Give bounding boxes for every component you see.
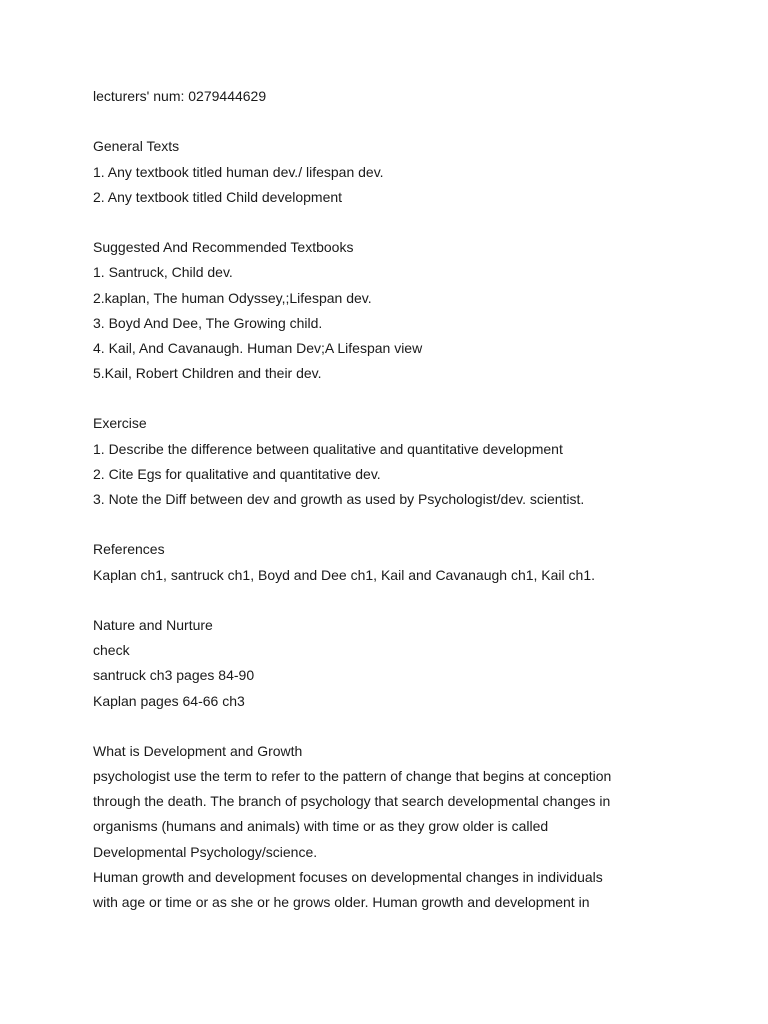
recommended-textbooks-section xyxy=(93,235,733,386)
spacer xyxy=(93,714,733,739)
paragraph-line: organisms (humans and animals) with time or as they grow older is called xyxy=(93,818,549,835)
text-line: Kaplan pages 64-66 ch3 xyxy=(93,692,245,709)
spacer xyxy=(93,109,733,134)
list-item: 1. Santruck, Child dev. xyxy=(93,264,233,281)
section-heading: Suggested And Recommended Textbooks xyxy=(93,239,354,256)
nature-nurture-section xyxy=(93,613,733,714)
references-section xyxy=(93,537,733,587)
spacer xyxy=(93,210,733,235)
section-heading: What is Development and Growth xyxy=(93,742,303,759)
list-item: 2.kaplan, The human Odyssey,;Lifespan dev. xyxy=(93,289,372,306)
list-item: 3. Boyd And Dee, The Growing child. xyxy=(93,314,323,331)
text-line: check xyxy=(93,642,130,659)
section-heading: References xyxy=(93,541,165,558)
spacer xyxy=(93,386,733,411)
section-heading: Exercise xyxy=(93,415,147,432)
list-item: 2. Any textbook titled Child development xyxy=(93,188,343,205)
paragraph-line: Human growth and development focuses on developmental changes in individuals xyxy=(93,868,603,885)
general-texts-section xyxy=(93,134,733,210)
list-item: 5.Kail, Robert Children and their dev. xyxy=(93,365,322,382)
lecturer-number: lecturers' num: 0279444629 xyxy=(93,88,267,104)
spacer xyxy=(93,512,733,537)
section-heading: General Texts xyxy=(93,138,180,155)
list-item: 1. Any textbook titled human dev./ lifespan dev. xyxy=(93,163,384,180)
development-section xyxy=(93,739,733,915)
exercise-section xyxy=(93,411,733,512)
document-body xyxy=(93,84,733,915)
paragraph-line: Developmental Psychology/science. xyxy=(93,843,318,860)
list-item: 3. Note the Diff between dev and growth as used by Psychologist/dev. scientist. xyxy=(93,491,585,507)
section-heading: Nature and Nurture xyxy=(93,616,213,633)
paragraph-line: with age or time or as she or he grows older. Human growth and development in xyxy=(93,894,590,910)
list-item: 1. Describe the difference between qualitative and quantitative development xyxy=(93,440,563,457)
list-item: 4. Kail, And Cavanaugh. Human Dev;A Lifespan view xyxy=(93,339,423,356)
text-line: santruck ch3 pages 84-90 xyxy=(93,667,255,684)
paragraph-line: psychologist use the term to refer to the pattern of change that begins at conception xyxy=(93,768,612,785)
paragraph-line: through the death. The branch of psychology that search developmental changes in xyxy=(93,793,611,810)
references-text: Kaplan ch1, santruck ch1, Boyd and Dee ch1, Kail and Cavanaugh ch1, Kail ch1. xyxy=(93,566,595,583)
list-item: 2. Cite Egs for qualitative and quantitative dev. xyxy=(93,465,381,482)
spacer xyxy=(93,588,733,613)
